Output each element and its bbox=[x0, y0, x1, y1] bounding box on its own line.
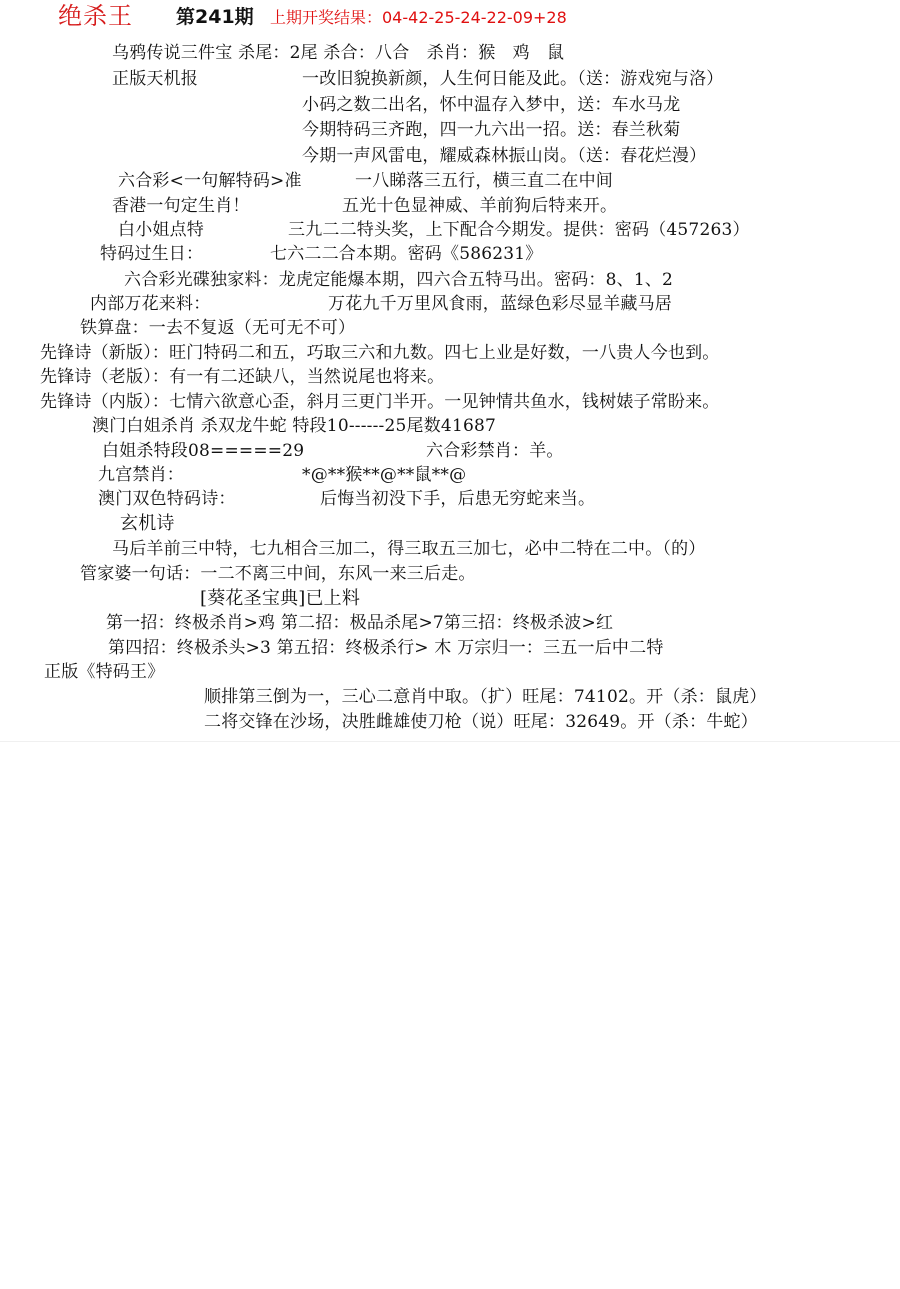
line-text: 先锋诗（内版）：七情六欲意心歪，斜月三更门半开。一见钟情共鱼水，钱树婊子常盼来。 bbox=[40, 392, 720, 412]
line-text: 第四招：终极杀头>3 第五招：终极杀行> 木 万宗归一：三五一后中二特 bbox=[108, 638, 664, 658]
line-text: 后悔当初没下手，后患无穷蛇来当。 bbox=[320, 489, 596, 509]
line-text: 今期特码三齐跑，四一九六出一招。送：春兰秋菊 bbox=[302, 120, 681, 140]
line-text: 六合彩禁肖：羊。 bbox=[426, 441, 564, 461]
line-label: 香港一句定生肖！ bbox=[112, 196, 250, 216]
line-text: 澳门白姐杀肖 杀双龙牛蛇 特段10------25尾数41687 bbox=[92, 416, 497, 436]
line-text: 乌鸦传说三件宝 杀尾：2尾 杀合：八合 杀肖：猴 鸡 鼠 bbox=[112, 43, 565, 63]
line-text: 先锋诗（新版）：旺门特码二和五，巧取三六和九数。四七上业是好数，一八贵人今也到。 bbox=[40, 343, 720, 363]
line-text: 万花九千万里风食雨，蓝绿色彩尽显羊藏马居 bbox=[328, 294, 672, 314]
line-text: 一八睇落三五行，横三直二在中间 bbox=[355, 171, 613, 191]
page-divider bbox=[0, 741, 900, 742]
line-label: 特码过生日： bbox=[100, 244, 204, 264]
line-label: 澳门双色特码诗： bbox=[98, 489, 236, 509]
line-text: 七六二二合本期。密码《586231》 bbox=[270, 244, 543, 264]
line-label: 六合彩<一句解特码>准 bbox=[118, 171, 302, 191]
issue-number: 第241期 bbox=[176, 6, 254, 28]
line-text: 三九二二特头奖，上下配合今期发。提供：密码（457263） bbox=[288, 220, 750, 240]
line-text: 二将交锋在沙场，决胜雌雄使刀枪（说）旺尾：32649。开（杀：牛蛇） bbox=[204, 712, 758, 732]
line-text: 马后羊前三中特，七九相合三加二，得三取五三加七，必中二特在二中。（的） bbox=[112, 539, 706, 559]
page-header bbox=[0, 0, 900, 32]
line-text: 玄机诗 bbox=[120, 513, 175, 534]
line-text: 正版《特码王》 bbox=[44, 662, 165, 682]
line-text: 铁算盘：一去不复返（无可无不可） bbox=[80, 318, 356, 338]
line-text: [葵花圣宝典]已上料 bbox=[200, 588, 361, 609]
line-label: 白姐杀特段08=====29 bbox=[102, 441, 305, 461]
line-label: 九宫禁肖： bbox=[98, 465, 184, 485]
line-label: 白小姐点特 bbox=[118, 220, 204, 240]
line-label: 正版天机报 bbox=[112, 69, 198, 89]
last-result: 上期开奖结果：04-42-25-24-22-09+28 bbox=[270, 8, 567, 27]
line-text: *@**猴**@**鼠**@ bbox=[302, 465, 467, 485]
line-text: 管家婆一句话：一二不离三中间，东风一来三后走。 bbox=[80, 564, 476, 584]
line-text: 今期一声风雷电，耀威森林振山岗。（送：春花烂漫） bbox=[302, 146, 707, 166]
line-text: 顺排第三倒为一，三心二意肖中取。（扩）旺尾：74102。开（杀：鼠虎） bbox=[204, 687, 767, 707]
line-text: 第一招：终极杀肖>鸡 第二招：极品杀尾>7第三招：终极杀波>红 bbox=[106, 613, 614, 633]
line-text: 先锋诗（老版）：有一有二还缺八，当然说尾也将来。 bbox=[40, 367, 445, 387]
line-label: 内部万花来料： bbox=[90, 294, 211, 314]
line-text: 六合彩光碟独家料：龙虎定能爆本期，四六合五特马出。密码：8、1、2 bbox=[124, 270, 674, 290]
line-text: 小码之数二出名，怀中温存入梦中，送：车水马龙 bbox=[302, 95, 681, 115]
line-text: 一改旧貌换新颜，人生何日能及此。（送：游戏宛与洛） bbox=[302, 69, 724, 89]
logo-title: 绝杀王 bbox=[58, 2, 133, 30]
line-text: 五光十色显神威、羊前狗后特来开。 bbox=[342, 196, 618, 216]
